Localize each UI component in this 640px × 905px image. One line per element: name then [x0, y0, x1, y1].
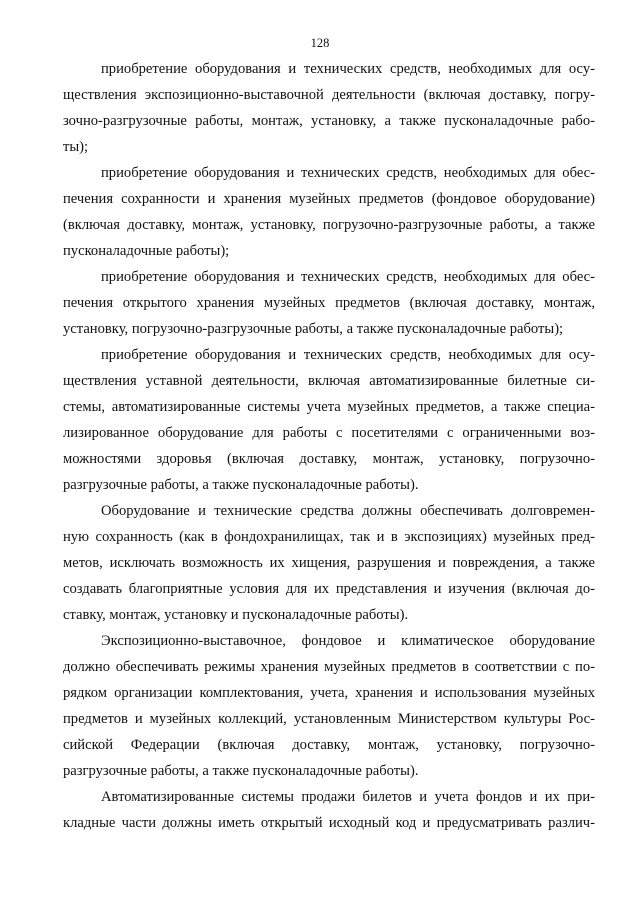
text-line: печения открытого хранения музейных предметов (включая доставку, монтаж,	[63, 295, 595, 311]
text-line: лизированное оборудование для работы с посетителями с ограниченными воз-	[63, 425, 595, 441]
text-line: ществления уставной деятельности, включая автоматизированные билетные си-	[63, 373, 595, 389]
text-line: приобретение оборудования и технических средств, необходимых для обес-	[101, 165, 595, 181]
text-line: пусконаладочные работы);	[63, 243, 230, 259]
document-body	[63, 56, 595, 836]
text-line: установку, погрузочно-разгрузочные работы, а также пусконаладочные работы);	[63, 321, 564, 337]
text-line: ты);	[63, 139, 89, 155]
text-line: приобретение оборудования и технических средств, необходимых для осу-	[101, 347, 595, 363]
text-line: Экспозиционно-выставочное, фондовое и климатическое оборудование	[101, 633, 595, 649]
text-line: метов, исключать возможность их хищения, разрушения и повреждения, а также	[63, 555, 595, 571]
text-line: создавать благоприятные условия для их представления и изучения (включая до-	[63, 581, 595, 597]
text-line: зочно-разгрузочные работы, монтаж, установку, а также пусконаладочные рабо-	[63, 113, 595, 129]
text-line: можностями здоровья (включая доставку, монтаж, установку, погрузочно-	[63, 451, 595, 467]
text-line: Автоматизированные системы продажи билетов и учета фондов и их при-	[101, 789, 595, 805]
text-line: предметов и музейных коллекций, установленным Министерством культуры Рос-	[63, 711, 595, 727]
text-line: сийской Федерации (включая доставку, монтаж, установку, погрузочно-	[63, 737, 595, 753]
text-line: ную сохранность (как в фондохранилищах, так и в экспозициях) музейных пред-	[63, 529, 595, 545]
text-line: разгрузочные работы, а также пусконаладочные работы).	[63, 477, 419, 493]
text-line: приобретение оборудования и технических средств, необходимых для обес-	[101, 269, 595, 285]
text-line: кладные части должны иметь открытый исходный код и предусматривать различ-	[63, 815, 595, 831]
text-line: ставку, монтаж, установку и пусконаладочные работы).	[63, 607, 409, 623]
text-line: (включая доставку, монтаж, установку, погрузочно-разгрузочные работы, а также	[63, 217, 595, 233]
page-number: 128	[310, 36, 330, 50]
text-line: рядком организации комплектования, учета, хранения и использования музейных	[63, 685, 595, 701]
text-line: ществления экспозиционно-выставочной деятельности (включая доставку, погру-	[63, 87, 595, 103]
text-line: печения сохранности и хранения музейных предметов (фондовое оборудование)	[63, 191, 595, 207]
text-line: должно обеспечивать режимы хранения музейных предметов в соответствии с по-	[63, 659, 595, 675]
text-line: Оборудование и технические средства должны обеспечивать долговремен-	[101, 503, 595, 519]
text-line: стемы, автоматизированные системы учета музейных предметов, а также специа-	[63, 399, 595, 415]
text-line: приобретение оборудования и технических средств, необходимых для осу-	[101, 61, 595, 77]
text-line: разгрузочные работы, а также пусконаладочные работы).	[63, 763, 419, 779]
